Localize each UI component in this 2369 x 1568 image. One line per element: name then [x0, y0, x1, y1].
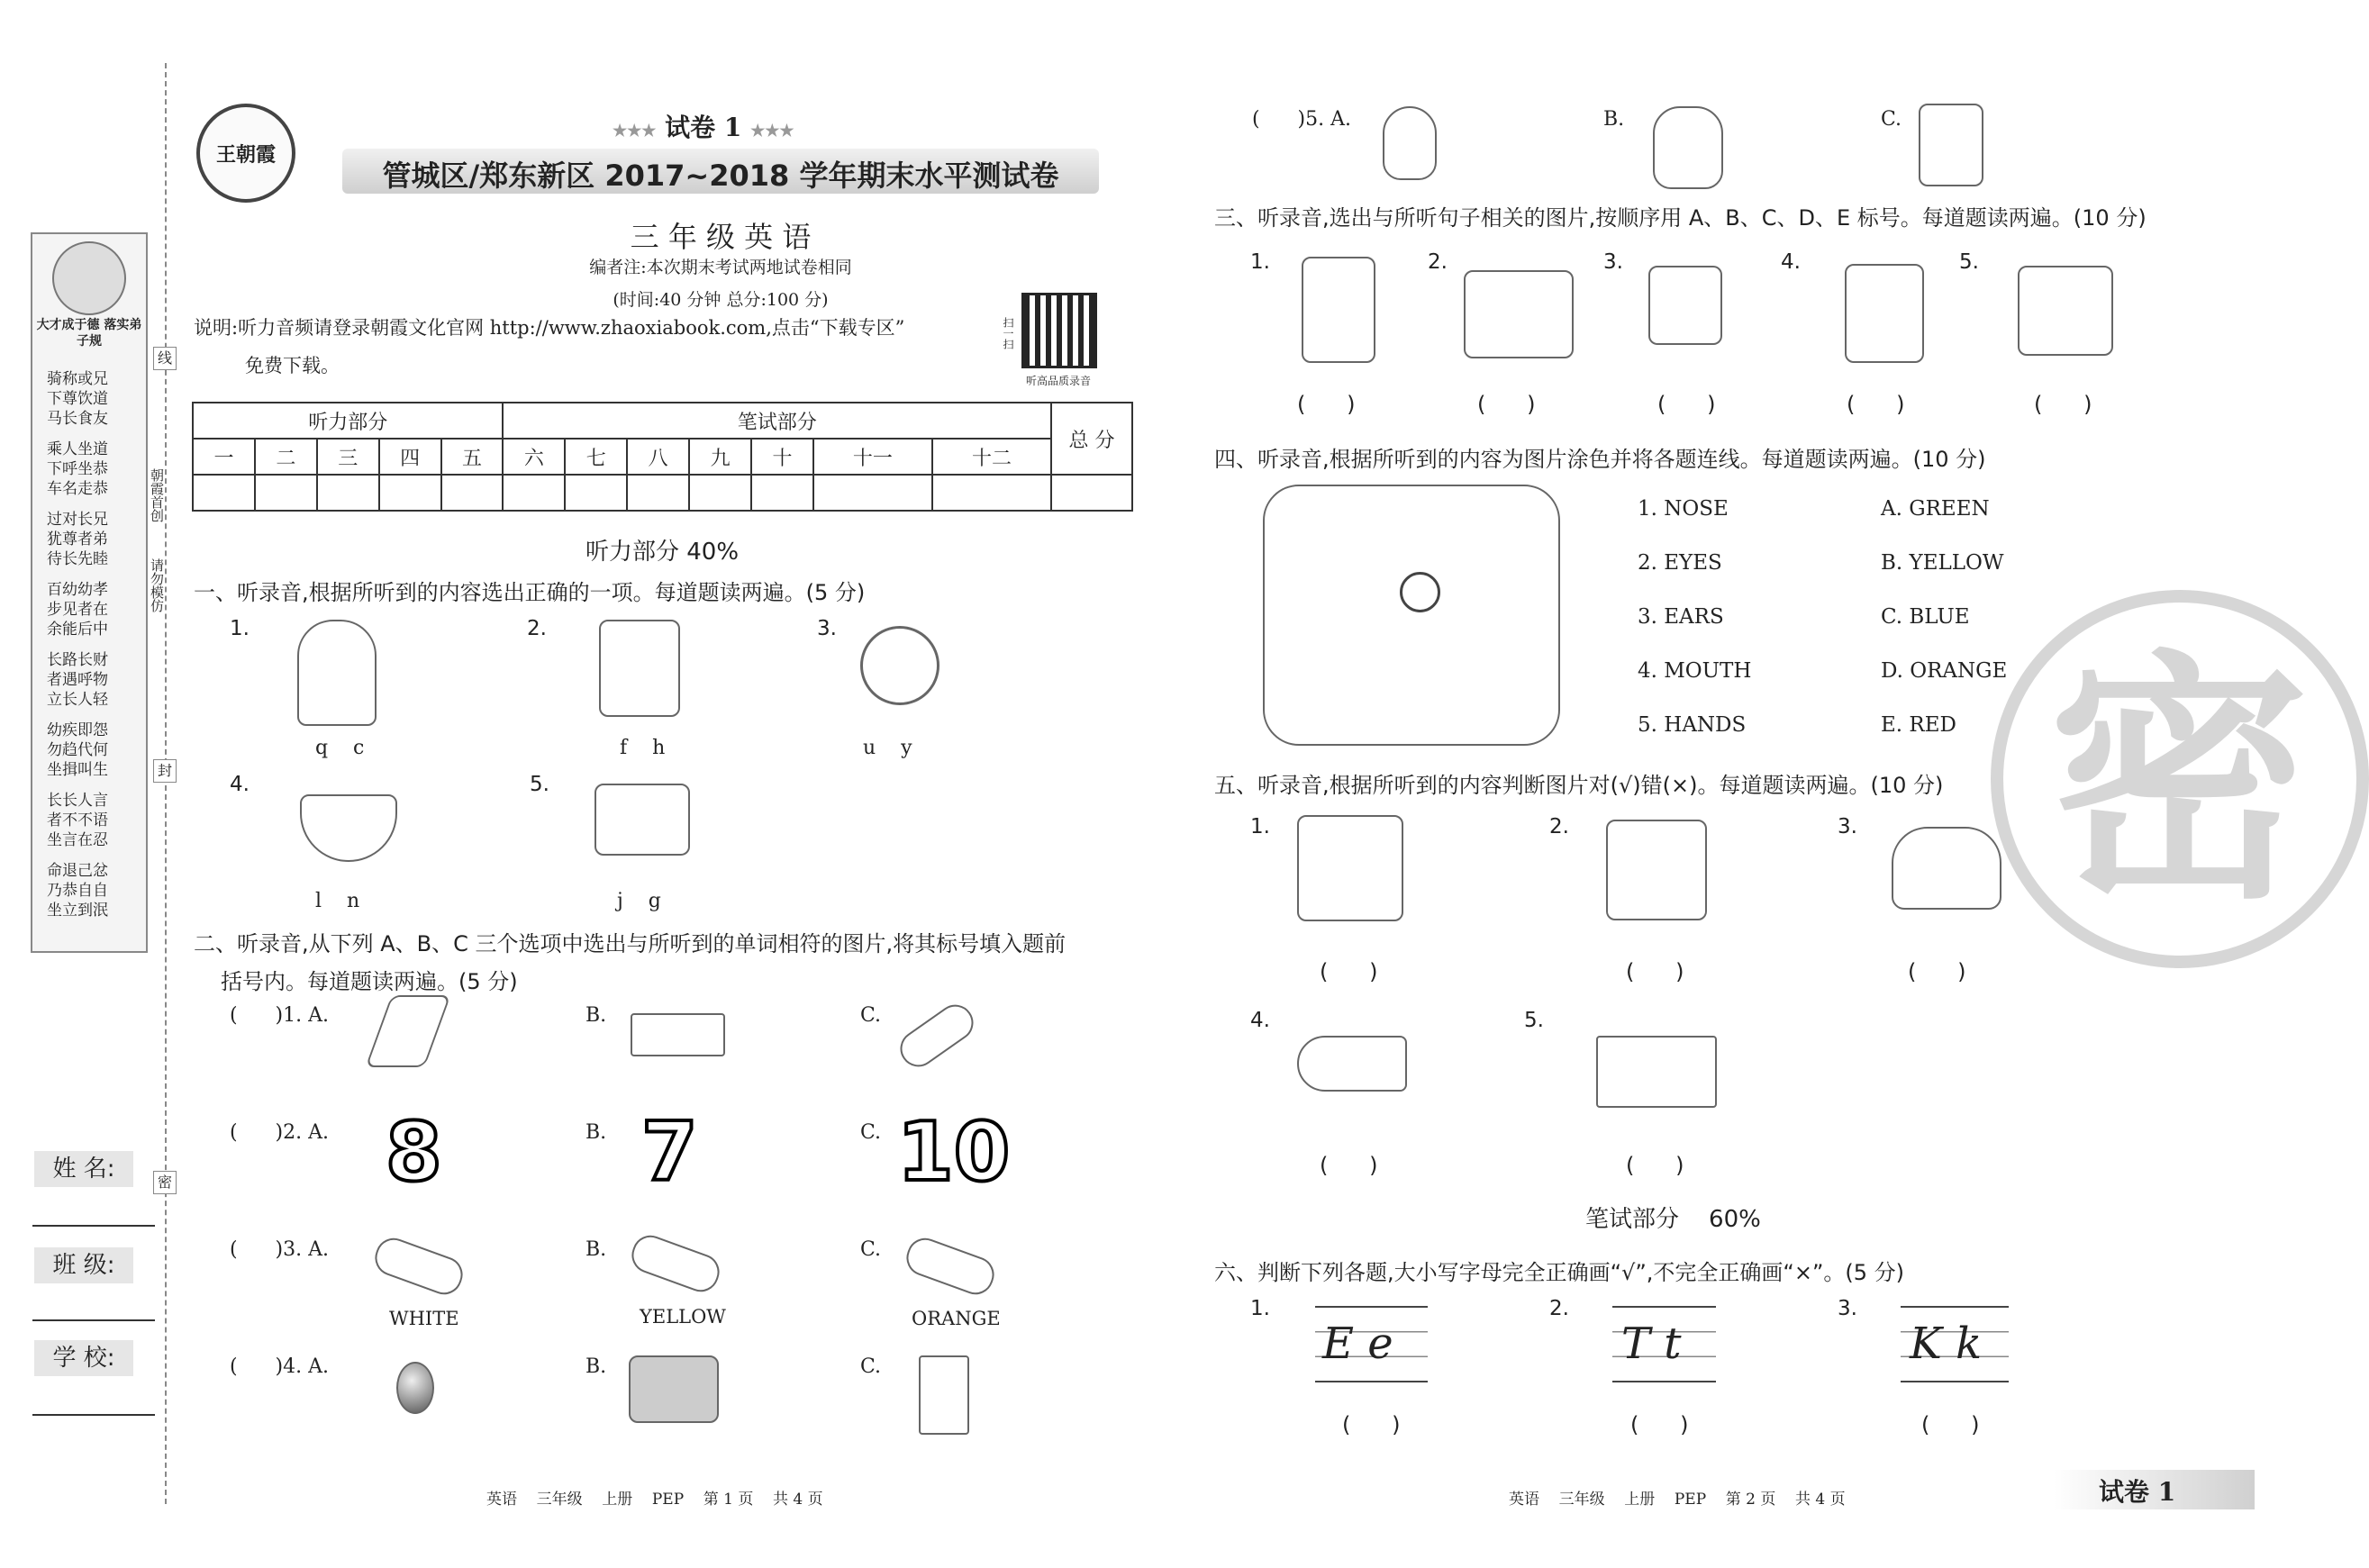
listening-heading: 听力部分 40% [585, 539, 740, 566]
footer-tag: 试卷 1 [2099, 1477, 2176, 1507]
q2-row3-b-word: YELLOW [640, 1306, 726, 1328]
boy-thinking-icon [1302, 257, 1375, 363]
page-title: 管城区/郑东新区 2017~2018 学年期末水平测试卷 [382, 159, 1059, 193]
score-col: 一 [193, 439, 255, 475]
notice-line-1: 说明:听力音频请登录朝霞文化官网 http://www.zhaoxiabook.com,点击“下载专区” [194, 317, 905, 339]
score-header-writing: 笔试部分 [503, 403, 1051, 439]
notice-line-2: 免费下载。 [245, 355, 340, 376]
pencil-icon [365, 995, 450, 1067]
pen-icon [894, 998, 981, 1074]
handwriting-lines-1 [1315, 1306, 1428, 1382]
writing-heading: 笔试部分 60% [1585, 1206, 1761, 1233]
q4-right-4: D. ORANGE [1881, 659, 2008, 683]
queen-icon [297, 620, 377, 726]
score-col: 二 [255, 439, 317, 475]
paint-tube-icon [370, 1233, 467, 1300]
q2-row2-b: B. [585, 1121, 607, 1144]
two-kids-icon [1297, 815, 1403, 921]
q2-row4-c: C. [860, 1355, 882, 1378]
q3-answer-2[interactable]: ( ) [1477, 392, 1536, 417]
jeep-icon [595, 784, 690, 856]
q4-right-3: C. BLUE [1881, 605, 1970, 629]
q6-answer-1[interactable]: ( ) [1342, 1412, 1401, 1437]
score-col: 七 [565, 439, 627, 475]
yoyo-icon [860, 626, 939, 705]
egg-icon [396, 1362, 434, 1414]
class-label: 班 级: [34, 1247, 133, 1283]
elephant-icon [1892, 827, 2001, 910]
brand-logo-text: 王朝霞 [215, 143, 276, 167]
brand-logo [196, 104, 295, 203]
score-cell[interactable] [751, 475, 813, 511]
fox-icon [599, 620, 680, 717]
handwriting-lines-2 [1612, 1306, 1716, 1382]
box-icon [1596, 1036, 1717, 1108]
q4-title: 四、听录音,根据所听到的内容为图片涂色并将各题连线。每道题读两遍。(10 分) [1214, 447, 1986, 472]
q2-row1-b: B. [585, 1004, 607, 1027]
q2-row2-c: C. [860, 1121, 882, 1144]
q5-num-2: 2. [1549, 815, 1569, 838]
q3-num-4: 4. [1781, 250, 1801, 274]
q5-answer-5[interactable]: ( ) [1626, 1153, 1684, 1178]
star-icon: ★★★ [750, 122, 794, 140]
school-field[interactable] [32, 1414, 155, 1416]
leg-icon [1919, 104, 1983, 186]
sidebar-motto: 大才成于德 落实弟子规 [36, 318, 142, 349]
score-col: 四 [379, 439, 441, 475]
score-header-total: 总 分 [1051, 403, 1132, 475]
q1-num-4: 4. [230, 773, 250, 796]
subject-title: 三 年 级 英 语 [630, 220, 812, 254]
q2-row2-num[interactable]: ( )2. A. [230, 1121, 329, 1144]
q2-row5-c: C. [1881, 108, 1902, 131]
class-field[interactable] [32, 1319, 155, 1321]
time-info: (时间:40 分钟 总分:100 分) [613, 290, 829, 310]
birthday-cake-icon [1648, 266, 1722, 345]
footer-right: 英语 三年级 上册 PEP 第 2 页 共 4 页 [1509, 1491, 1846, 1509]
name-field[interactable] [32, 1225, 155, 1227]
q4-left-2: 2. EYES [1638, 551, 1722, 575]
score-cell[interactable] [813, 475, 932, 511]
q4-left-3: 3. EARS [1638, 605, 1724, 629]
score-header-listening: 听力部分 [193, 403, 503, 439]
handwriting-letters-1: E e [1322, 1319, 1393, 1369]
score-cell[interactable] [1051, 475, 1132, 511]
score-cell[interactable] [193, 475, 255, 511]
q2-title-1: 二、听录音,从下列 A、B、C 三个选项中选出与所听到的单词相符的图片,将其标号填入题前 [194, 931, 1067, 956]
qr-caption: 听高品质录音 [1025, 375, 1091, 387]
q2-row2-a-number: 8 [386, 1105, 442, 1200]
q4-left-1: 1. NOSE [1638, 497, 1729, 521]
q5-title: 五、听录音,根据所听到的内容判断图片对(√)错(×)。每道题读两遍。(10 分) [1214, 773, 1944, 798]
handwriting-letters-2: T t [1621, 1319, 1682, 1369]
q4-left-5: 5. HANDS [1638, 713, 1747, 737]
score-col: 九 [689, 439, 751, 475]
score-col: 六 [503, 439, 565, 475]
score-col: 十二 [932, 439, 1051, 475]
q2-row3-c-word: ORANGE [912, 1308, 1001, 1329]
q1-options-5: j g [617, 890, 661, 912]
score-col: 五 [441, 439, 504, 475]
q2-row2-c-number: 10 [897, 1105, 1011, 1200]
q1-num-5: 5. [530, 773, 549, 796]
pencil-box-icon [631, 1013, 725, 1056]
q2-row5-num[interactable]: ( )5. A. [1252, 108, 1351, 131]
q2-row1-c: C. [860, 1004, 882, 1027]
q5-num-1: 1. [1250, 815, 1270, 838]
score-col: 三 [317, 439, 379, 475]
q6-num-3: 3. [1838, 1297, 1857, 1320]
noodles-icon [300, 794, 397, 862]
q6-answer-3[interactable]: ( ) [1921, 1412, 1980, 1437]
vertical-note-1: 朝霞首创 [149, 468, 165, 522]
paper-tag [613, 108, 794, 144]
bread-icon [629, 1355, 719, 1423]
fish-icon [1297, 1036, 1407, 1092]
clown-icon [1263, 485, 1560, 746]
q5-answer-3[interactable]: ( ) [1908, 959, 1966, 984]
mascot-icon [52, 241, 126, 315]
foot-icon [1383, 106, 1437, 180]
q5-answer-4[interactable]: ( ) [1320, 1153, 1378, 1178]
q3-num-5: 5. [1959, 250, 1979, 274]
paint-tube-icon [902, 1233, 999, 1300]
q4-right-2: B. YELLOW [1881, 551, 2004, 575]
footer-left: 英语 三年级 上册 PEP 第 1 页 共 4 页 [486, 1491, 823, 1509]
q1-title: 一、听录音,根据所听到的内容选出正确的一项。每道题读两遍。(5 分) [194, 580, 866, 605]
q1-options-2: f h [620, 737, 666, 759]
binding-line [165, 63, 167, 1504]
q1-options-1: q c [315, 737, 365, 759]
score-cell[interactable] [255, 475, 317, 511]
qr-code[interactable] [1021, 293, 1097, 368]
milk-carton-icon [919, 1355, 969, 1435]
q2-row5-b: B. [1603, 108, 1625, 131]
q6-title: 六、判断下列各题,大小写字母完全正确画“√”,不完全正确画“×”。(5 分) [1214, 1260, 1905, 1285]
clown-nose-icon [1400, 572, 1440, 612]
sidebar-poem: 骑称或兄 下尊饮道 马长食友 乘人坐道 下呼坐恭 车名走恭 过对长兄 犹尊者弟 待长先睦 百幼幼孝 步见者在 余能后中 长路长财 者遇呼物 立长人轻 幼疾即怨 勿趋代何 坐揖叫生 长长人言 者不不语 坐言在忍 命退己忿 乃恭自自 坐立到泯 [47, 370, 108, 920]
score-col: 八 [627, 439, 689, 475]
binding-mark-seal: 封 [153, 759, 177, 783]
q3-answer-1[interactable]: ( ) [1297, 392, 1356, 417]
name-label: 姓 名: [34, 1151, 133, 1187]
q1-options-3: u y [863, 737, 912, 759]
score-cell[interactable] [441, 475, 504, 511]
q2-row4-b: B. [585, 1355, 607, 1378]
q3-title: 三、听录音,选出与所听句子相关的图片,按顺序用 A、B、C、D、E 标号。每道题读两遍。(10 分) [1214, 205, 2147, 231]
hand-icon [1653, 106, 1723, 189]
q1-num-3: 3. [817, 617, 837, 640]
q3-answer-3[interactable]: ( ) [1657, 392, 1716, 417]
q3-num-2: 2. [1428, 250, 1448, 274]
q4-right-1: A. GREEN [1881, 497, 1990, 521]
q2-row3-a-word: WHITE [389, 1308, 459, 1329]
q3-num-3: 3. [1603, 250, 1623, 274]
binding-mark-secret: 密 [153, 1171, 177, 1194]
q2-row4-num[interactable]: ( )4. A. [230, 1355, 329, 1378]
q1-num-1: 1. [230, 617, 250, 640]
q6-num-2: 2. [1549, 1297, 1569, 1320]
q3-answer-4[interactable]: ( ) [1847, 392, 1905, 417]
q2-row3-num[interactable]: ( )3. A. [230, 1238, 329, 1261]
score-cell[interactable] [317, 475, 379, 511]
q5-num-5: 5. [1524, 1009, 1544, 1032]
q2-title-2: 括号内。每道题读两遍。(5 分) [221, 969, 518, 994]
score-cell[interactable] [689, 475, 751, 511]
q2-row3-c: C. [860, 1238, 882, 1261]
paper-tag-text: 试卷 1 [665, 113, 742, 142]
q5-num-3: 3. [1838, 815, 1857, 838]
q2-row1-num[interactable]: ( )1. A. [230, 1004, 329, 1027]
girl-waving-icon [2018, 266, 2113, 356]
q3-num-1: 1. [1250, 250, 1270, 274]
q5-answer-2[interactable]: ( ) [1626, 959, 1684, 984]
q2-row2-b-number: 7 [641, 1105, 698, 1200]
school-label: 学 校: [34, 1340, 133, 1376]
score-cell[interactable] [503, 475, 565, 511]
boy-drawing-icon [1464, 270, 1574, 358]
girl-laughing-icon [1606, 820, 1707, 920]
q1-options-4: l n [315, 890, 360, 912]
q1-num-2: 2. [527, 617, 547, 640]
secret-seal-watermark [1991, 590, 2369, 968]
paint-tube-icon [627, 1230, 724, 1297]
q5-answer-1[interactable]: ( ) [1320, 959, 1378, 984]
q5-num-4: 4. [1250, 1009, 1270, 1032]
score-table [192, 402, 1133, 512]
editor-note: 编者注:本次期末考试两地试卷相同 [589, 258, 852, 277]
q2-row3-b: B. [585, 1238, 607, 1261]
q3-answer-5[interactable]: ( ) [2034, 392, 2092, 417]
q6-answer-2[interactable]: ( ) [1630, 1412, 1689, 1437]
score-cell[interactable] [932, 475, 1051, 511]
score-cell[interactable] [379, 475, 441, 511]
score-col: 十 [751, 439, 813, 475]
handwriting-lines-3 [1901, 1306, 2009, 1382]
vertical-note-2: 请勿模仿 [149, 558, 165, 612]
score-col: 十一 [813, 439, 932, 475]
binding-mark-line: 线 [153, 347, 177, 370]
q4-left-4: 4. MOUTH [1638, 659, 1752, 683]
handwriting-letters-3: K k [1910, 1319, 1983, 1369]
star-icon: ★★★ [613, 122, 657, 140]
qr-side-label: 扫一扫 [1002, 317, 1014, 349]
score-cell[interactable] [627, 475, 689, 511]
secret-seal-text: 密 [2048, 630, 2310, 934]
q6-num-1: 1. [1250, 1297, 1270, 1320]
score-cell[interactable] [565, 475, 627, 511]
q4-right-5: E. RED [1881, 713, 1956, 737]
girl-face-icon [1845, 264, 1924, 363]
